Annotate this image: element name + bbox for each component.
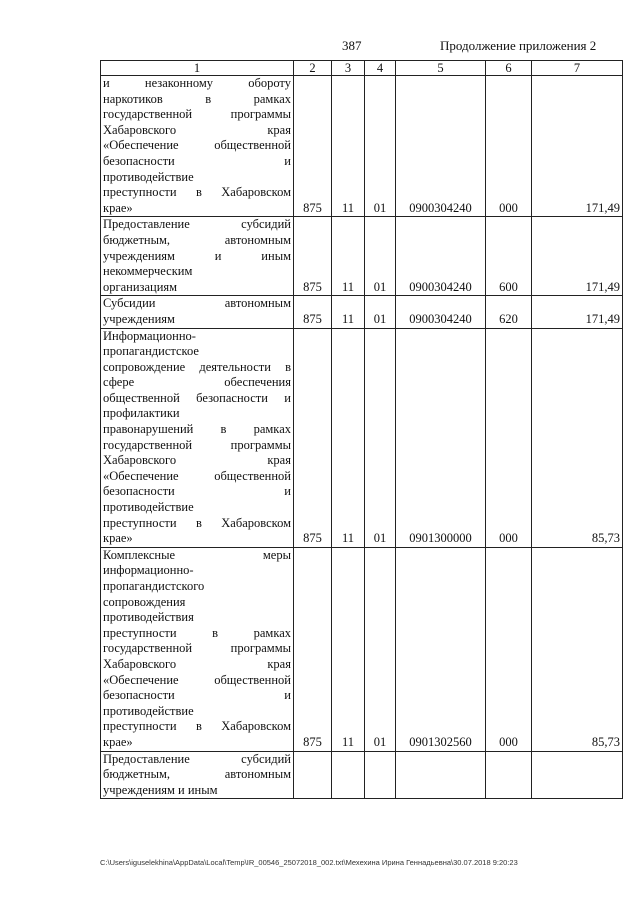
amount: 171,49 <box>532 76 623 217</box>
section-code: 11 <box>332 76 365 217</box>
description-line: Комплексные меры <box>103 547 291 562</box>
description-line: сфере обеспечения <box>103 375 291 390</box>
column-number-row <box>101 61 623 76</box>
column-header: 1 <box>101 61 294 76</box>
description-line: Хабаровского края <box>103 656 291 671</box>
description-line: наркотиков в рамках <box>103 91 291 106</box>
description-line: некоммерческим <box>103 264 193 279</box>
description-line: бюджетным, автономным <box>103 767 291 782</box>
target-article-code: 0901300000 <box>396 328 486 547</box>
page-number: 387 <box>342 38 362 53</box>
column-header: 4 <box>365 61 396 76</box>
expense-type-code <box>486 751 532 799</box>
description-line: преступности в Хабаровском <box>103 515 291 530</box>
description-line: противодействие <box>103 169 194 184</box>
table-row <box>101 328 623 547</box>
amount: 171,49 <box>532 296 623 328</box>
column-header: 3 <box>332 61 365 76</box>
description-line: «Обеспечение общественной <box>103 138 291 153</box>
section-code: 11 <box>332 217 365 296</box>
description-line: государственной программы <box>103 437 291 452</box>
budget-table <box>100 60 623 799</box>
amount <box>532 751 623 799</box>
description-line: государственной программы <box>103 641 291 656</box>
target-article-code: 0900304240 <box>396 296 486 328</box>
description-line: крае» <box>103 734 133 749</box>
continuation-note: Продолжение приложения 2 <box>440 38 597 53</box>
subsection-code <box>365 751 396 799</box>
column-header: 7 <box>532 61 623 76</box>
row-description <box>101 217 294 296</box>
subsection-code: 01 <box>365 547 396 751</box>
description-line: государственной программы <box>103 107 291 122</box>
description-line: учреждениям <box>103 311 175 326</box>
description-line: крае» <box>103 531 133 546</box>
description-line: бюджетным, автономным <box>103 232 291 247</box>
description-line: крае» <box>103 200 133 215</box>
admin-code: 875 <box>294 296 332 328</box>
table-row <box>101 547 623 751</box>
description-line: учреждениям и иным <box>103 782 218 797</box>
description-line: организациям <box>103 279 178 294</box>
target-article-code <box>396 751 486 799</box>
file-path-footer: C:\Users\iguselekhina\AppData\Local\Temp\IR_00546_25072018_002.txt\Мехехина Ирина Геннадьевна\30.07.2018 9:20:23 <box>100 858 518 867</box>
description-line: Предоставление субсидий <box>103 217 291 232</box>
description-line: общественной безопасности и <box>103 390 291 405</box>
target-article-code: 0901302560 <box>396 547 486 751</box>
section-code: 11 <box>332 547 365 751</box>
column-header: 6 <box>486 61 532 76</box>
admin-code: 875 <box>294 76 332 217</box>
description-line: Хабаровского края <box>103 453 291 468</box>
description-line: пропагандистского <box>103 579 205 593</box>
section-code: 11 <box>332 328 365 547</box>
description-line: безопасности и <box>103 484 291 499</box>
description-line: противодействие <box>103 500 194 515</box>
description-line: безопасности и <box>103 153 291 168</box>
description-line: и незаконному обороту <box>103 76 291 90</box>
column-header: 5 <box>396 61 486 76</box>
expense-type-code: 620 <box>486 296 532 328</box>
target-article-code: 0900304240 <box>396 76 486 217</box>
row-description <box>101 547 294 751</box>
description-line: Информационно- <box>103 328 196 343</box>
subsection-code: 01 <box>365 217 396 296</box>
admin-code: 875 <box>294 217 332 296</box>
description-line: «Обеспечение общественной <box>103 468 291 483</box>
row-description <box>101 296 294 328</box>
column-header: 2 <box>294 61 332 76</box>
section-code <box>332 751 365 799</box>
table-row <box>101 217 623 296</box>
amount: 85,73 <box>532 547 623 751</box>
admin-code <box>294 751 332 799</box>
section-code: 11 <box>332 296 365 328</box>
description-line: профилактики <box>103 406 180 421</box>
description-line: пропагандистское <box>103 344 199 359</box>
row-description <box>101 751 294 799</box>
subsection-code: 01 <box>365 328 396 547</box>
description-line: правонарушений в рамках <box>103 422 291 437</box>
description-line: учреждениям и иным <box>103 248 291 263</box>
table-row <box>101 751 623 799</box>
admin-code: 875 <box>294 547 332 751</box>
description-line: противодействие <box>103 703 194 718</box>
description-line: безопасности и <box>103 688 291 703</box>
subsection-code: 01 <box>365 296 396 328</box>
description-line: «Обеспечение общественной <box>103 672 291 687</box>
amount: 171,49 <box>532 217 623 296</box>
amount: 85,73 <box>532 328 623 547</box>
table-body <box>101 76 623 799</box>
expense-type-code: 000 <box>486 328 532 547</box>
admin-code: 875 <box>294 328 332 547</box>
description-line: преступности в рамках <box>103 625 291 640</box>
description-line: Предоставление субсидий <box>103 751 291 766</box>
expense-type-code: 600 <box>486 217 532 296</box>
description-line: сопровождения <box>103 594 186 609</box>
subsection-code: 01 <box>365 76 396 217</box>
description-line: Субсидии автономным <box>103 296 291 311</box>
expense-type-code: 000 <box>486 76 532 217</box>
description-line: информационно- <box>103 563 194 578</box>
description-line: Хабаровского края <box>103 122 291 137</box>
description-line: противодействия <box>103 610 194 625</box>
table-row <box>101 76 623 217</box>
expense-type-code: 000 <box>486 547 532 751</box>
table-row <box>101 296 623 328</box>
row-description <box>101 76 294 217</box>
target-article-code: 0900304240 <box>396 217 486 296</box>
description-line: преступности в Хабаровском <box>103 719 291 734</box>
description-line: сопровождение деятельности в <box>103 359 291 374</box>
description-line: преступности в Хабаровском <box>103 185 291 200</box>
row-description <box>101 328 294 547</box>
